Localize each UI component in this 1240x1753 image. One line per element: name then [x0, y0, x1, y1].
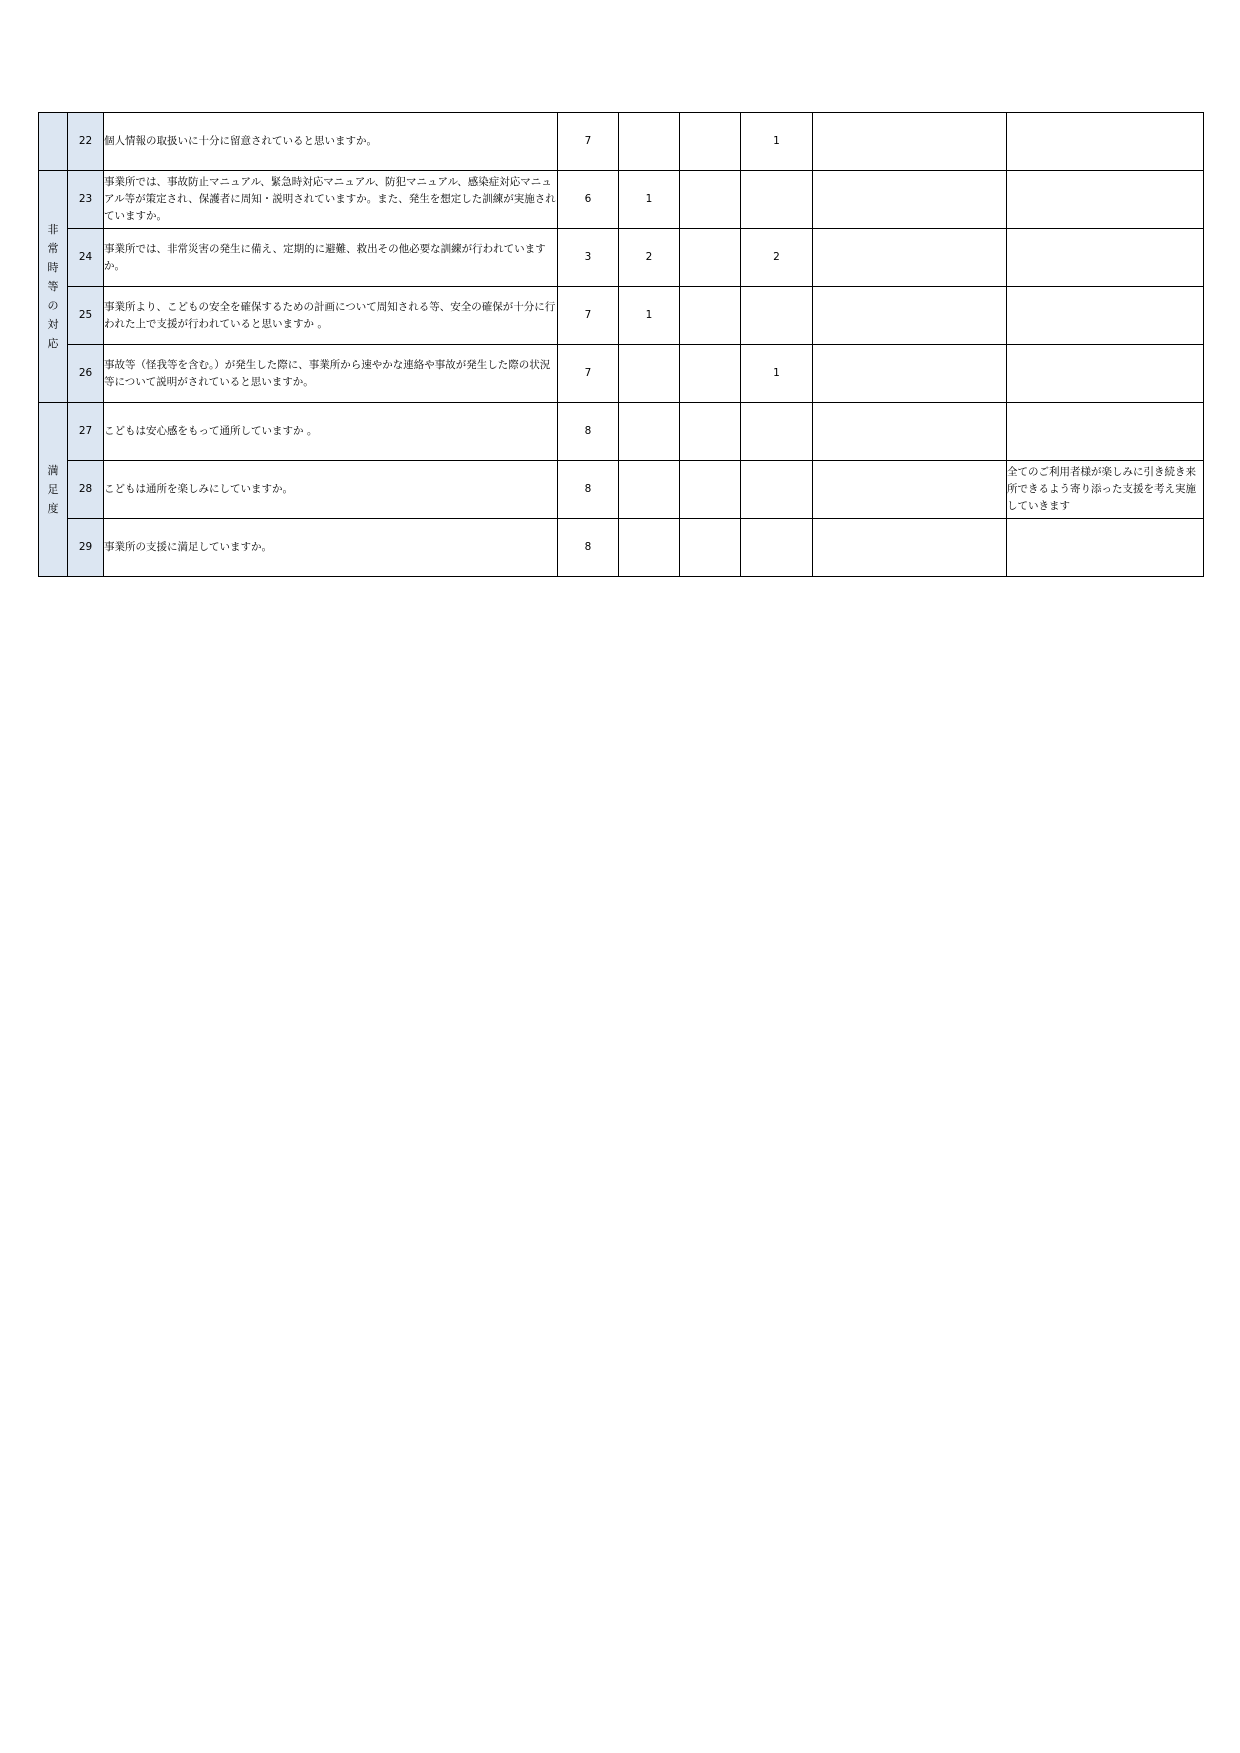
answer-count-yes: 6 [558, 171, 619, 229]
question-text: 事業所では、事故防止マニュアル、緊急時対応マニュアル、防犯マニュアル、感染症対応マニュアル等が策定され、保護者に周知・説明されていますか。また、発生を想定した訓練が実施されていますか。 [104, 171, 558, 229]
answer-count-no [680, 287, 741, 345]
answer-count-yes: 3 [558, 229, 619, 287]
table-row [39, 229, 1204, 287]
answer-count-yes: 7 [558, 113, 619, 171]
comment-cell [1007, 113, 1204, 171]
memo-cell [813, 519, 1007, 577]
answer-count-unknown: 1 [741, 113, 813, 171]
answer-count-neutral: 1 [619, 171, 680, 229]
question-text: 事業所の支援に満足していますか。 [104, 519, 558, 577]
question-text: 事故等（怪我等を含む。）が発生した際に、事業所から速やかな連絡や事故が発生した際の状況等について説明がされていると思いますか。 [104, 345, 558, 403]
question-number: 22 [68, 113, 104, 171]
answer-count-unknown: 2 [741, 229, 813, 287]
table-row [39, 519, 1204, 577]
answer-count-unknown [741, 403, 813, 461]
answer-count-unknown: 1 [741, 345, 813, 403]
memo-cell [813, 229, 1007, 287]
answer-count-unknown [741, 461, 813, 519]
memo-cell [813, 287, 1007, 345]
question-number: 28 [68, 461, 104, 519]
question-text: 事業所では、非常災害の発生に備え、定期的に避難、救出その他必要な訓練が行われていますか。 [104, 229, 558, 287]
table-row [39, 113, 1204, 171]
answer-count-no [680, 403, 741, 461]
answer-count-neutral [619, 461, 680, 519]
comment-cell [1007, 171, 1204, 229]
memo-cell [813, 461, 1007, 519]
answer-count-no [680, 229, 741, 287]
answer-count-yes: 7 [558, 345, 619, 403]
question-number: 24 [68, 229, 104, 287]
category-cell-continued [39, 113, 68, 171]
table-row [39, 345, 1204, 403]
memo-cell [813, 403, 1007, 461]
answer-count-yes: 7 [558, 287, 619, 345]
answer-count-neutral: 1 [619, 287, 680, 345]
comment-cell [1007, 403, 1204, 461]
comment-cell [1007, 345, 1204, 403]
answer-count-neutral [619, 403, 680, 461]
memo-cell [813, 171, 1007, 229]
answer-count-neutral [619, 345, 680, 403]
answer-count-neutral: 2 [619, 229, 680, 287]
question-number: 25 [68, 287, 104, 345]
answer-count-neutral [619, 519, 680, 577]
category-cell-emergency [39, 171, 68, 403]
answer-count-unknown [741, 519, 813, 577]
survey-results-table [38, 112, 1204, 577]
answer-count-no [680, 345, 741, 403]
question-number: 26 [68, 345, 104, 403]
question-text: こどもは安心感をもって通所していますか 。 [104, 403, 558, 461]
question-number: 23 [68, 171, 104, 229]
answer-count-neutral [619, 113, 680, 171]
answer-count-yes: 8 [558, 519, 619, 577]
category-label: 満足度 [47, 464, 59, 515]
memo-cell [813, 113, 1007, 171]
memo-cell [813, 345, 1007, 403]
table-row [39, 287, 1204, 345]
table-row [39, 403, 1204, 461]
comment-cell [1007, 287, 1204, 345]
category-cell-satisfaction [39, 403, 68, 577]
question-number: 27 [68, 403, 104, 461]
answer-count-no [680, 171, 741, 229]
comment-cell [1007, 519, 1204, 577]
answer-count-no [680, 519, 741, 577]
table-row [39, 461, 1204, 519]
question-number: 29 [68, 519, 104, 577]
answer-count-no [680, 113, 741, 171]
question-text: 事業所より、こどもの安全を確保するための計画について周知される等、安全の確保が十分に行われた上で支援が行われていると思いますか 。 [104, 287, 558, 345]
answer-count-unknown [741, 171, 813, 229]
comment-cell: 全てのご利用者様が楽しみに引き続き来所できるよう寄り添った支援を考え実施していきます [1007, 461, 1204, 519]
answer-count-no [680, 461, 741, 519]
question-text: こどもは通所を楽しみにしていますか。 [104, 461, 558, 519]
answer-count-unknown [741, 287, 813, 345]
question-text: 個人情報の取扱いに十分に留意されていると思いますか。 [104, 113, 558, 171]
answer-count-yes: 8 [558, 461, 619, 519]
comment-cell [1007, 229, 1204, 287]
table-row [39, 171, 1204, 229]
category-label: 非常時等の対応 [47, 223, 59, 350]
answer-count-yes: 8 [558, 403, 619, 461]
